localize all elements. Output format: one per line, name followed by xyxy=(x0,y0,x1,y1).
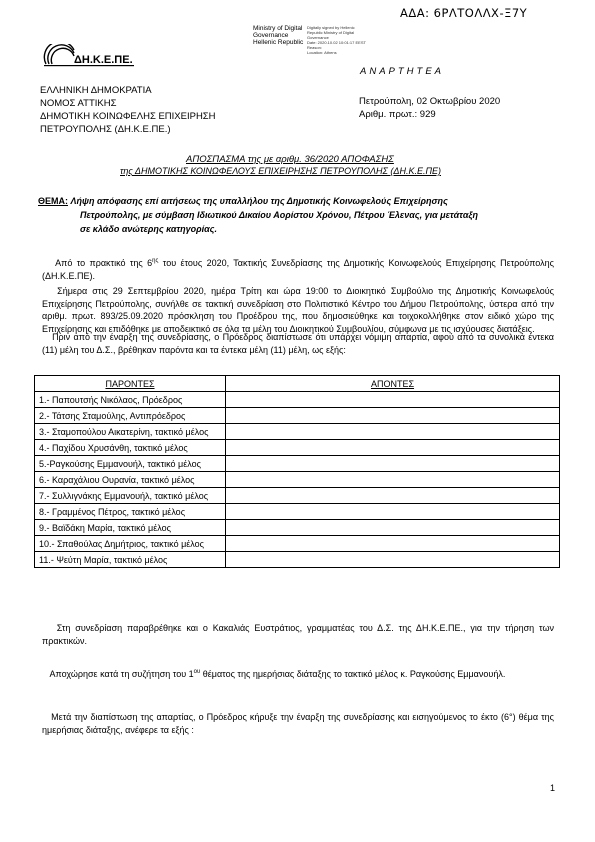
date-protocol xyxy=(359,95,500,121)
table-row: 5.-Ραγκούσης Εμμανουήλ, τακτικό μέλος xyxy=(35,456,560,472)
table-row: 9.- Βαϊδάκη Μαρία, τακτικό μέλος xyxy=(35,520,560,536)
present-header: ΠΑΡΟΝΤΕΣ xyxy=(35,376,226,392)
table-row: 1.- Παπουτσής Νικόλαος, Πρόεδρος xyxy=(35,392,560,408)
subject-label: ΘΕΜΑ: xyxy=(38,196,68,206)
table-row: 6.- Καραχάλιου Ουρανία, τακτικό μέλος xyxy=(35,472,560,488)
paragraph-quorum: Πριν από την έναρξη της συνεδρίασης, ο Πρόεδρος διαπίστωσε ότι υπάρχει νόμιμη απαρτία, αφού από τα συνολικά έντεκα (11) μέλη του Δ.Σ., βρέθηκαν παρόντα και τα έντεκα μέλη (11) μέλη, ως εξής: xyxy=(42,332,554,355)
posting-notice: ΑΝΑΡΤΗΤΕΑ xyxy=(360,66,445,77)
paragraph-meeting: Σήμερα στις 29 Σεπτεμβρίου 2020, ημέρα Τρίτη και ώρα 19:00 το Διοικητικό Συμβούλιο της Δημοτικής Κοινωφελούς Επιχείρησης Πετρούπολης, συνήλθε σε τακτική συνεδρίαση στο Πολιτιστικό Κέντρο του Δήμου Πετρούπολης, ύστερα από την αριθμ. πρωτ. 893/25.09.2020 πρόσκληση του Προέδρου της, που δημοσιεύθηκε και τοιχοκολλήθηκε στον ειδικό χώρο της Επιχείρησης και επιδόθηκε με αποδεικτικό σε όλα τα μέλη του Διοικητικού Συμβουλίου, σύμφωνα με τις ισχύουσες διατάξεις. xyxy=(42,286,554,334)
excerpt-title: ΑΠΟΣΠΑΣΜΑ της με αριθμ. 36/2020 ΑΠΟΦΑΣΗΣ xyxy=(186,154,394,165)
paragraph-agenda: Μετά την διαπίστωση της απαρτίας, ο Πρόεδρος κήρυξε την έναρξη της συνεδρίασης και εισηγούμενος το έκτο (6°) θέμα της ημερήσιας διάταξης, ανέφερε τα εξής : xyxy=(42,712,554,735)
table-row: 4.- Παχίδου Χρυσάνθη, τακτικό μέλος xyxy=(35,440,560,456)
paragraph-source: Από το πρακτικό της $6^{\eta\varsigma}$ του έτους 2020, Τακτικής Συνεδρίασης της Δημοτικής Κοινωφελούς Επιχείρησης Πετρούπολης (ΔΗ.Κ.Ε.ΠΕ). xyxy=(42,258,554,281)
page-number: 1 xyxy=(550,783,556,793)
absent-header: ΑΠΟΝΤΕΣ xyxy=(226,376,560,392)
digital-signature-stamp: Digitally signed by Hellenic Republic Ministry of Digital Governance Date: 2020.10.02 10:01:17 EEST Reason: Location: Athens xyxy=(307,25,366,55)
table-row: 2.- Τάτσης Σταμούλης, Αντιπρόεδρος xyxy=(35,408,560,424)
table-row: 11.- Ψεύτη Μαρία, τακτικό μέλος xyxy=(35,552,560,568)
company-logo xyxy=(40,44,138,74)
logo-text: ΔΗ.Κ.Ε.ΠΕ. xyxy=(74,54,133,66)
issuer-header: ΕΛΛΗΝΙΚΗ ΔΗΜΟΚΡΑΤΙΑ ΝΟΜΟΣ ΑΤΤΙΚΗΣ ΔΗΜΟΤΙΚΗ ΚΟΙΝΩΦΕΛΗΣ ΕΠΙΧΕΙΡΗΣΗ ΠΕΤΡΟΥΠΟΛΗΣ (ΔΗ.Κ.Ε.ΠΕ.) xyxy=(40,85,216,135)
excerpt-subtitle: της ΔΗΜΟΤΙΚΗΣ ΚΟΙΝΩΦΕΛΟΥΣ ΕΠΙΧΕΙΡΗΣΗΣ ΠΕΤΡΟΥΠΟΛΗΣ (ΔΗ.Κ.Ε.ΠΕ) xyxy=(120,166,441,176)
table-row: 10.- Σπαθούλας Δημήτριος, τακτικό μέλος xyxy=(35,536,560,552)
table-row: 8.- Γραμμένος Πέτρος, τακτικό μέλος xyxy=(35,504,560,520)
table-row: 7.- Συλλιγνάκης Εμμανουήλ, τακτικό μέλος xyxy=(35,488,560,504)
protocol-number: Αριθμ. πρωτ.: 929 xyxy=(359,109,436,120)
paragraph-departure: Αποχώρησε κατά τη συζήτηση του $1^{o\upsilon}$ θέματος της ημερήσιας διάταξης το τακτικό μέλος κ. Ραγκούσης Εμμανουήλ. xyxy=(49,669,506,679)
document-date: Πετρούπολη, 02 Οκτωβρίου 2020 xyxy=(359,96,501,107)
paragraph-secretary: Στη συνεδρίαση παραβρέθηκε και ο Κακαλιάς Ευστράτιος, γραμματέας του Δ.Σ. της ΔΗ.Κ.Ε.ΠΕ., για την τήρηση των πρακτικών. xyxy=(42,623,554,646)
attendance-table xyxy=(34,375,560,568)
gov-signature-label: Ministry of Digital Governance Hellenic Republic xyxy=(253,25,304,46)
subject-block: ΘΕΜΑ: Λήψη απόφασης επί αιτήσεως της υπαλλήλου της Δημοτικής Κοινωφελούς Επιχείρησης Πετρούπολης, με σύμβαση Ιδιωτικού Δικαίου Αορίστου Χρόνου, Πέτρου Έλενας, για μετάταξη σε κλάδο ανώτερης κατηγορίας. xyxy=(38,196,478,234)
table-row: 3.- Σταμοπούλου Αικατερίνη, τακτικό μέλος xyxy=(35,424,560,440)
ada-code: ΑΔΑ: 6ΡΛΤΟΛΛΧ-Ξ7Υ xyxy=(400,6,528,20)
